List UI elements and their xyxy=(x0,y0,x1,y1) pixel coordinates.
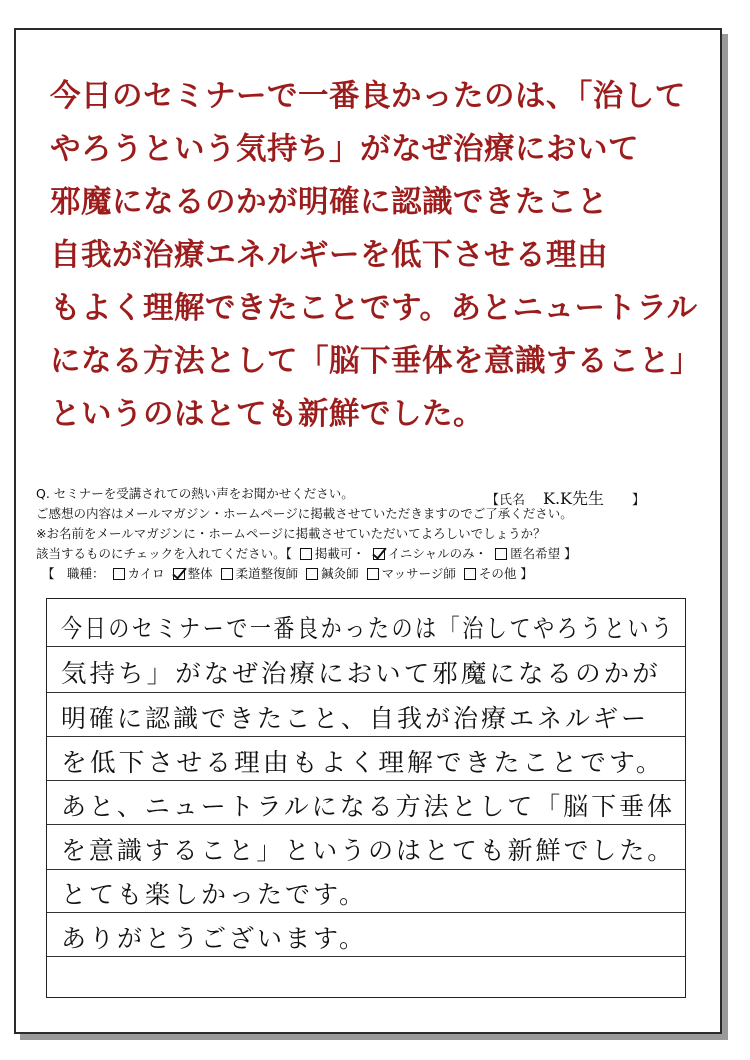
ruled-line xyxy=(47,736,685,737)
name-value: K.K先生 xyxy=(543,489,605,508)
question-text: Q. セミナーを受講されての熱い声をお聞かせください。 xyxy=(36,486,354,501)
handwritten-line: あと、ニュートラルになる方法として「脳下垂体 xyxy=(61,792,676,821)
handwritten-line: 明確に認識できたこと、自我が治療エネルギー xyxy=(61,704,650,733)
handwritten-answer-box xyxy=(46,598,686,998)
judo-therapist-label: 柔道整復師 xyxy=(235,566,299,581)
occupation-row xyxy=(42,566,533,582)
handwritten-line: 今日のセミナーで一番良かったのは「治してやろうという xyxy=(61,614,675,643)
headline-quote xyxy=(50,70,710,441)
occupation-label: 【 職種： xyxy=(42,566,105,581)
acupuncture-checkbox[interactable] xyxy=(306,568,318,580)
headline-line: やろうという気持ち」がなぜ治療において xyxy=(50,131,639,167)
handwritten-line: 気持ち」がなぜ治療において邪魔になるのかが xyxy=(61,659,661,688)
anonymous-checkbox[interactable] xyxy=(495,548,507,560)
ruled-line xyxy=(47,780,685,781)
judo-therapist-checkbox[interactable] xyxy=(221,568,233,580)
publish-row xyxy=(36,546,577,562)
other-label: その他 xyxy=(478,566,517,581)
seitai-checkbox[interactable] xyxy=(173,568,185,580)
name-question: ※お名前をメールマガジンに・ホームページに掲載させていただいてよろしいでしょうか？ xyxy=(36,526,546,541)
chiro-label: カイロ xyxy=(127,566,165,581)
headline-line: 今日のセミナーで一番良かったのは、「治して xyxy=(50,78,686,114)
ruled-line xyxy=(47,646,685,647)
ruled-line xyxy=(47,869,685,870)
publish-ok-checkbox[interactable] xyxy=(300,548,312,560)
anonymous-label: 匿名希望 xyxy=(510,546,561,561)
handwritten-line: を意識すること」というのはとても新鮮でした。 xyxy=(61,836,676,865)
seitai-label: 整体 xyxy=(187,566,213,581)
massage-checkbox[interactable] xyxy=(367,568,379,580)
headline-line: もよく理解できたことです。あとニュートラル xyxy=(50,290,698,326)
acupuncture-label: 鍼灸師 xyxy=(321,566,359,581)
headline-line: になる方法として「脳下垂体を意識すること」 xyxy=(50,343,701,379)
occupation-close: 】 xyxy=(520,566,533,581)
consent-note: ご感想の内容はメールマガジン・ホームページに掲載させていただきますのでご了承ください。 xyxy=(36,506,573,521)
name-close: 】 xyxy=(632,493,646,508)
ruled-line xyxy=(47,692,685,693)
handwritten-line: とても楽しかったです。 xyxy=(61,880,368,909)
handwritten-line: ありがとうございます。 xyxy=(61,924,368,953)
other-checkbox[interactable] xyxy=(464,568,476,580)
handwritten-line: を低下させる理由もよく理解できたことです。 xyxy=(61,748,665,777)
ruled-line xyxy=(47,956,685,957)
headline-line: というのはとても新鮮でした。 xyxy=(50,396,484,432)
headline-line: 自我が治療エネルギーを低下させる理由 xyxy=(50,237,608,273)
chiro-checkbox[interactable] xyxy=(113,568,125,580)
publish-ok-label: 掲載可・ xyxy=(314,546,365,561)
check-prompt: 該当するものにチェックを入れてください。【 xyxy=(36,546,292,561)
name-label: 【氏名 xyxy=(486,493,526,508)
publish-close: 】 xyxy=(564,546,577,561)
initials-only-label: イニシャルのみ・ xyxy=(387,546,488,561)
initials-only-checkbox[interactable] xyxy=(373,548,385,560)
ruled-line xyxy=(47,912,685,913)
headline-line: 邪魔になるのかが明確に認識できたこと xyxy=(50,184,608,220)
massage-label: マッサージ師 xyxy=(381,566,456,581)
ruled-line xyxy=(47,824,685,825)
